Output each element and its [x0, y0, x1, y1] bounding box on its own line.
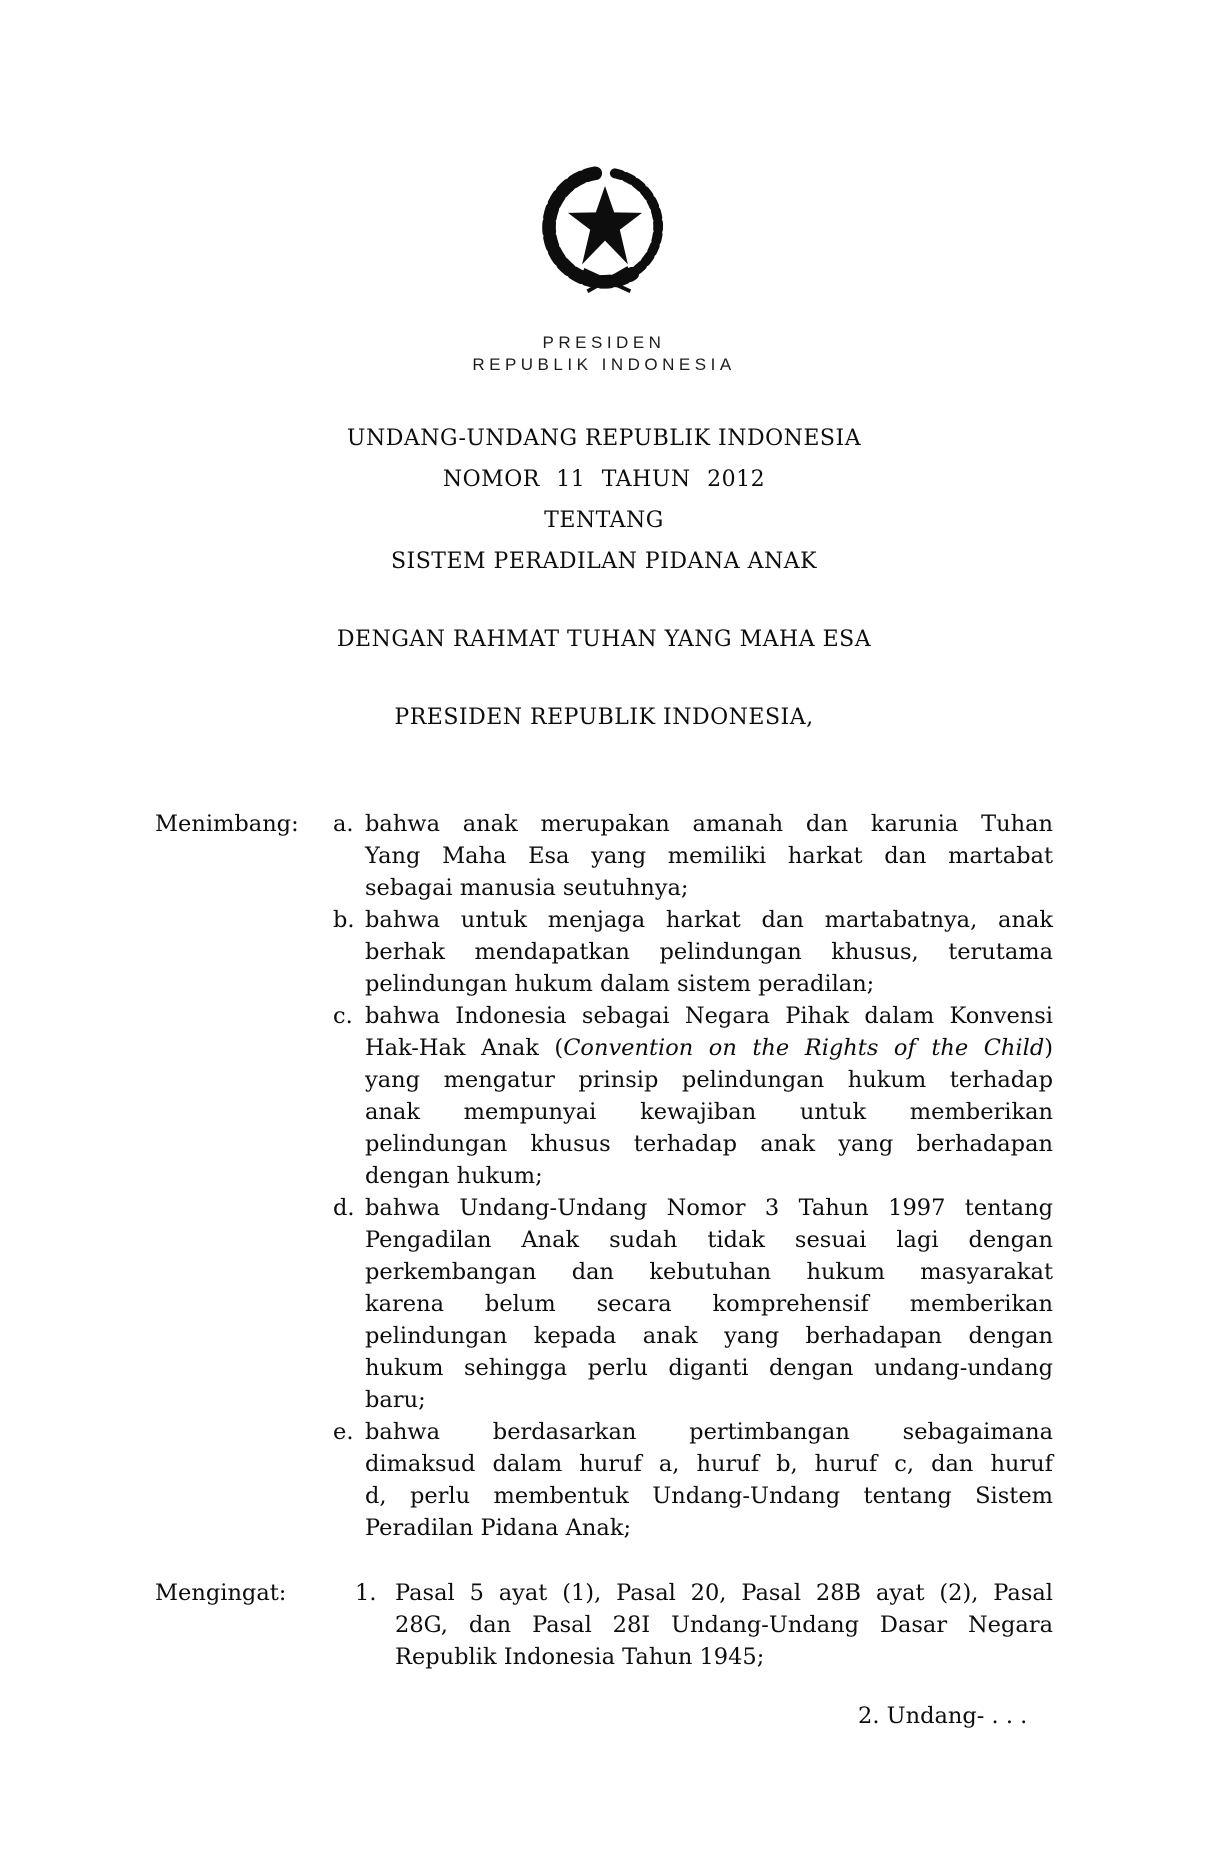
page-catchword: 2. Undang- . . .: [858, 1703, 1028, 1729]
invocation-line: DENGAN RAHMAT TUHAN YANG MAHA ESA: [336, 627, 872, 652]
preamble-item: [333, 1192, 1053, 1416]
recalling-label: Mengingat:: [155, 1580, 287, 1606]
item-lines: [365, 904, 1053, 1000]
law-title: [155, 418, 1053, 582]
item-marker: a.: [333, 811, 354, 837]
item-line: pelindungan kepada anak yang berhadapan dengan: [365, 1323, 1053, 1349]
considering-label: Menimbang:: [155, 811, 299, 837]
item-line: dimaksud dalam huruf a, huruf b, huruf c, dan huruf: [365, 1451, 1053, 1477]
letterhead: [155, 332, 1053, 376]
preamble-item: [333, 808, 1053, 904]
title-line-undang-undang: UNDANG-UNDANG REPUBLIK INDONESIA: [346, 426, 862, 451]
item-marker: d.: [333, 1195, 355, 1221]
item-line: pelindungan khusus terhadap anak yang berhadapan: [365, 1131, 1053, 1157]
item-line: bahwa berdasarkan pertimbangan sebagaimana: [365, 1419, 1053, 1445]
preamble-item: [333, 1416, 1053, 1544]
item-lines: [365, 1416, 1053, 1544]
preamble-item: [333, 904, 1053, 1000]
title-line-subject: SISTEM PERADILAN PIDANA ANAK: [390, 549, 818, 574]
item-line: Pasal 5 ayat (1), Pasal 20, Pasal 28B ayat (2), Pasal: [395, 1580, 1053, 1606]
item-line: d, perlu membentuk Undang-Undang tentang Sistem: [365, 1483, 1053, 1509]
item-lines: [365, 1192, 1053, 1416]
recalling-items: [355, 1577, 1053, 1673]
item-line: perkembangan dan kebutuhan hukum masyarakat: [365, 1259, 1053, 1285]
item-lines: [395, 1577, 1053, 1673]
item-line: karena belum secara komprehensif memberikan: [365, 1291, 1053, 1317]
item-line: berhak mendapatkan pelindungan khusus, terutama: [365, 939, 1053, 965]
considering-items: [333, 808, 1053, 1544]
title-line-nomor: NOMOR 11 TAHUN 2012: [442, 467, 766, 492]
item-line: Yang Maha Esa yang memiliki harkat dan martabat: [365, 843, 1053, 869]
presidential-star-wreath-emblem: [527, 150, 683, 298]
preamble-item: [333, 1000, 1053, 1192]
item-line: Hak-Hak Anak (Convention on the Rights of the Child): [365, 1035, 1054, 1061]
item-marker: 1.: [355, 1580, 377, 1606]
item-line: bahwa anak merupakan amanah dan karunia Tuhan: [365, 811, 1053, 837]
considering-section: [155, 808, 1053, 1544]
item-lines: [365, 808, 1053, 904]
letterhead-republik-indonesia: REPUBLIK INDONESIA: [472, 355, 736, 374]
item-lines: [365, 1000, 1053, 1192]
item-line: yang mengatur prinsip pelindungan hukum terhadap: [365, 1067, 1053, 1093]
item-line: sebagai manusia seutuhnya;: [365, 875, 689, 901]
item-line: Pengadilan Anak sudah tidak sesuai lagi dengan: [365, 1227, 1053, 1253]
letterhead-presiden: PRESIDEN: [542, 333, 666, 352]
item-line: pelindungan hukum dalam sistem peradilan;: [365, 971, 875, 997]
item-line: 28G, dan Pasal 28I Undang-Undang Dasar Negara: [395, 1612, 1053, 1638]
item-marker: e.: [333, 1419, 354, 1445]
title-line-tentang: TENTANG: [544, 508, 664, 533]
item-line: Republik Indonesia Tahun 1945;: [395, 1644, 765, 1670]
item-line: bahwa Undang-Undang Nomor 3 Tahun 1997 tentang: [365, 1195, 1053, 1221]
item-line: bahwa untuk menjaga harkat dan martabatnya, anak: [365, 907, 1053, 933]
item-marker: b.: [333, 907, 355, 933]
item-line: anak mempunyai kewajiban untuk memberikan: [365, 1099, 1053, 1125]
preamble-item: [355, 1577, 1053, 1673]
item-marker: c.: [333, 1003, 353, 1029]
item-line: Peradilan Pidana Anak;: [365, 1515, 632, 1541]
recalling-section: [155, 1577, 1053, 1673]
item-line: hukum sehingga perlu diganti dengan undang-undang: [365, 1355, 1053, 1381]
item-line: baru;: [365, 1387, 426, 1413]
item-line: bahwa Indonesia sebagai Negara Pihak dalam Konvensi: [365, 1003, 1053, 1029]
authority-line: PRESIDEN REPUBLIK INDONESIA,: [394, 705, 814, 730]
item-line: dengan hukum;: [365, 1163, 543, 1189]
